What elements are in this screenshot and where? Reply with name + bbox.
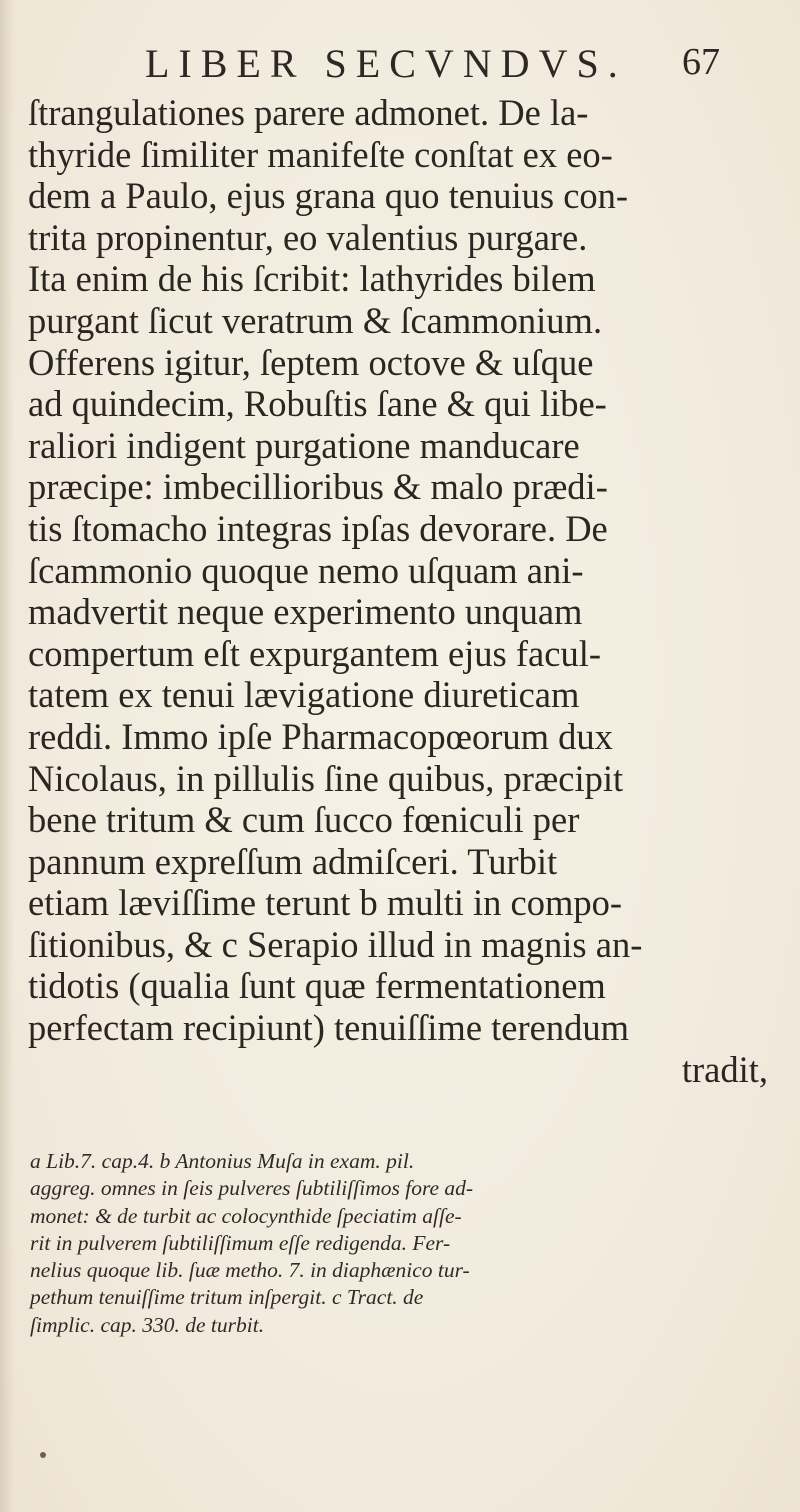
text-line: ad quindecim, Robuſtis ſane & qui libe-: [28, 383, 607, 425]
footnotes-block: [30, 1148, 770, 1339]
text-line: raliori indigent purgatione manducare: [28, 424, 580, 466]
text-line: thyride ſimiliter manifeſte conſtat ex eo-: [28, 133, 613, 175]
text-line: Ita enim de his ſcribit: lathyrides bilem: [28, 258, 596, 300]
page-number: 67: [682, 41, 720, 83]
footnote-line: rit in pulverem ſubtiliſſimum eſſe redigenda. Fer-: [30, 1230, 451, 1255]
text-line: ſcammonio quoque nemo uſquam ani-: [28, 549, 584, 591]
text-line: tidotis (qualia ſunt quæ fermentationem: [28, 965, 606, 1007]
text-line: tis ſtomacho integras ipſas devorare. De: [28, 507, 608, 549]
running-head-title: LIBER SECVNDVS.: [145, 41, 627, 86]
footnote-line: a Lib.7. cap.4. b Antonius Muſa in exam. pil.: [30, 1149, 415, 1173]
text-line: perfectam recipiunt) tenuiſſime terendum: [28, 1007, 629, 1049]
text-line: reddi. Immo ipſe Pharmacopœorum dux: [28, 715, 613, 757]
text-line: tatem ex tenui lævigatione diureticam: [28, 674, 580, 716]
text-line: etiam læviſſime terunt b multi in compo-: [28, 882, 623, 924]
footnote-line: monet: & de turbit ac colocynthide ſpeciatim aſſe-: [30, 1203, 462, 1228]
text-line: trita propinentur, eo valentius purgare.: [28, 216, 588, 258]
text-line: compertum eſt expurgantem ejus facul-: [28, 632, 601, 674]
footnote-line: pethum tenuiſſime tritum inſpergit. c Tract. de: [30, 1285, 424, 1310]
footnote-line: aggreg. omnes in ſeis pulveres ſubtiliſſimos fore ad-: [30, 1176, 474, 1201]
footnote-line: nelius quoque lib. ſuæ metho. 7. in diaphænico tur-: [30, 1258, 470, 1283]
text-line: bene tritum & cum ſucco fœniculi per: [28, 799, 580, 841]
text-line: præcipe: imbecillioribus & malo prædi-: [28, 466, 608, 508]
text-line: madvertit neque experimento unquam: [28, 591, 583, 633]
ink-speck: [40, 1452, 46, 1458]
footnote-line: ſimplic. cap. 330. de turbit.: [30, 1312, 265, 1337]
running-head: [0, 40, 800, 90]
text-line: Offerens igitur, ſeptem octove & uſque: [28, 341, 594, 383]
text-line: ſtrangulationes parere admonet. De la-: [28, 92, 589, 133]
text-line: ſitionibus, & c Serapio illud in magnis an-: [28, 923, 643, 965]
text-line: purgant ſicut veratrum & ſcammonium.: [28, 299, 603, 341]
text-line: dem a Paulo, ejus grana quo tenuius con-: [28, 175, 629, 217]
text-line: pannum expreſſum admiſceri. Turbit: [28, 840, 558, 882]
main-text-block: [28, 92, 788, 1090]
catchword: tradit,: [681, 1048, 768, 1090]
page-gutter-shadow: [0, 0, 14, 1512]
text-line: Nicolaus, in pillulis ſine quibus, præcipit: [28, 757, 624, 799]
